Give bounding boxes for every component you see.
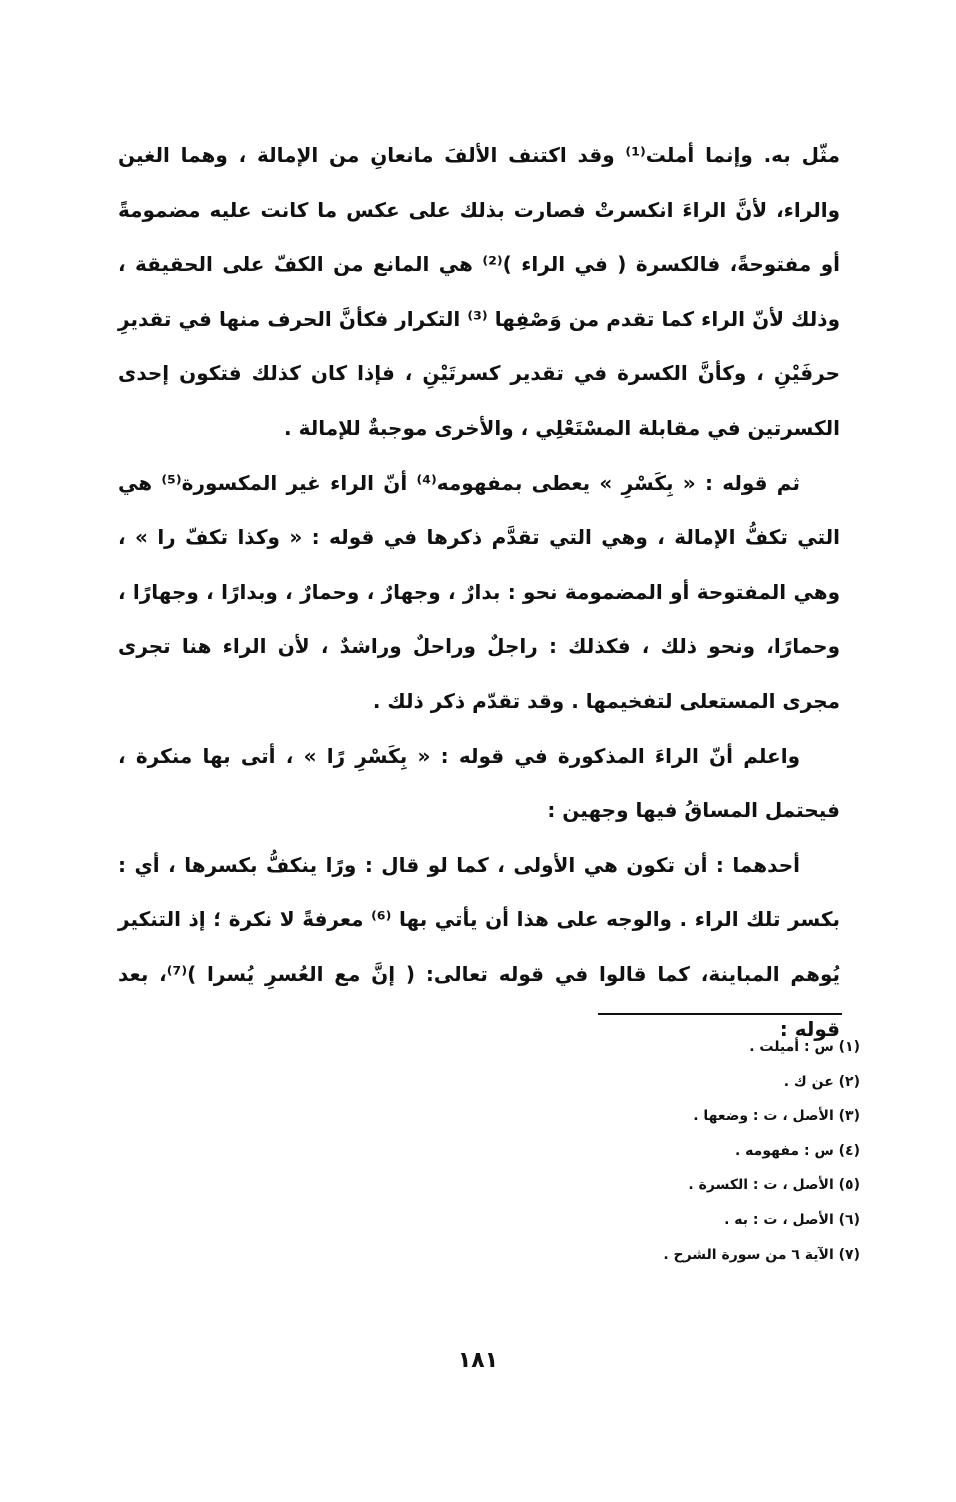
- footnote-5: (٥) الأصل ، ت : الكسرة .: [688, 1177, 860, 1194]
- paragraph-1: مثّل به. وإنما أملت⁽¹⁾ وقد اكتنف الألفَ مانعانِ من الإمالة ، وهما الغين والراء، لأنَّ الراءَ انكسرتْ فصارت بذلك على عكس ما كانت عليه مضمومةً أو مفتوحةً، فالكسرة ( في الراء )⁽²⁾ هي المانع من الكفّ على الحقيقة ، وذلك لأنّ الراء كما تقدم من وَصْفِها ⁽³⁾ التكرار فكأنَّ الحرف منها في تقديرِ حرفَيْنِ ، وكأنَّ الكسرة في تقدير كسرتَيْنِ ، فإذا كان كذلك فتكون إحدى الكسرتين في مقابلة المسْتَعْلِي ، والأخرى موجبةٌ للإمالة .: [118, 143, 840, 440]
- footnote-separator: [598, 1013, 842, 1015]
- footnote-2: (٢) عن ك .: [783, 1073, 860, 1090]
- main-text: [118, 128, 840, 1056]
- footnote-1: (١) س : أميلت .: [749, 1039, 860, 1055]
- footnote-3: (٣) الأصل ، ت : وضعها .: [693, 1108, 860, 1125]
- footnote-4: (٤) س : مفهومه .: [734, 1142, 860, 1159]
- footnotes: [440, 1030, 860, 1272]
- paragraph-4: أحدهما : أن تكون هي الأولى ، كما لو قال : ورًا ينكفُّ بكسرها ، أي : بكسر تلك الراء . والوجه على هذا أن يأتي بها ⁽⁶⁾ معرفةً لا نكرة ؛ إذ التنكير يُوهم المباينة، كما قالوا في قوله تعالى: ( إنَّ مع العُسرِ يُسرا )⁽⁷⁾، بعد قوله :: [118, 852, 840, 1041]
- footnote-7: (٧) الآية ٦ من سورة الشرح .: [663, 1246, 860, 1263]
- page-number: ١٨١: [457, 1348, 499, 1373]
- footnote-6: (٦) الأصل ، ت : به .: [724, 1211, 860, 1228]
- paragraph-3: واعلم أنّ الراءَ المذكورة في قوله : « بِكَسْرِ رًا » ، أتى بها منكرة ، فيحتمل المساقُ فيها وجهين :: [118, 743, 840, 823]
- paragraph-2: ثم قوله : « بِكَسْرِ » يعطى بمفهومه⁽⁴⁾ أنّ الراء غير المكسورة⁽⁵⁾ هي التي تكفُّ الإمالة ، وهي التي تقدَّم ذكرها في قوله : « وكذا تكفّ را » ، وهي المفتوحة أو المضمومة نحو : بدارٌ ، وجهارٌ ، وحمارٌ ، وبدارًا ، وجهارًا ، وحمارًا، ونحو ذلك ، فكذلك : راجلٌ وراحلٌ وراشدٌ ، لأن الراء هنا تجرى مجرى المستعلى لتفخيمها . وقد تقدّم ذكر ذلك .: [118, 470, 840, 713]
